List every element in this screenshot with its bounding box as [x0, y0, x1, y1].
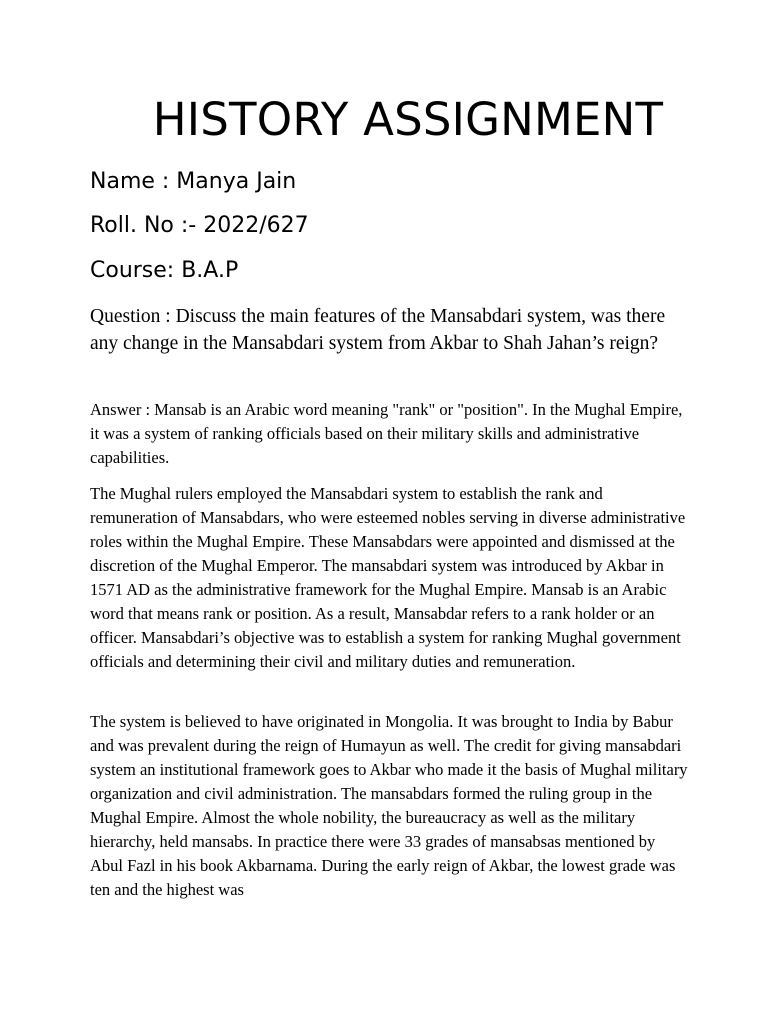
question-text: Question : Discuss the main features of the Mansabdari system, was there any change in the Mansabdari system from Akbar to Shah Jahan’s reign?	[90, 306, 666, 354]
course: Course: B.A.P	[90, 258, 239, 283]
answer-paragraph-1: Answer : Mansab is an Arabic word meaning "rank" or "position". In the Mughal Empire, it was a system of ranking officials based on their military skills and administrative capabilities.	[90, 400, 683, 467]
answer-paragraph-2: The Mughal rulers employed the Mansabdari system to establish the rank and remuneration of Mansabdars, who were esteemed nobles serving in diverse administrative roles within the Mughal Empire. These Mansabdars were appointed and dismissed at the discretion of the Mughal Emperor. The mansabdari system was introduced by Akbar in 1571 AD as the administrative framework for the Mughal Empire. Mansab is an Arabic word that means rank or position. As a result, Mansabdar refers to a rank holder or an officer. Mansabdari’s objective was to establish a system for ranking Mughal government officials and determining their civil and military duties and remuneration.	[90, 484, 686, 671]
document-title: HISTORY ASSIGNMENT	[152, 93, 664, 146]
answer-paragraph-3: The system is believed to have originated in Mongolia. It was brought to India by Babur and was prevalent during the reign of Humayun as well. The credit for giving mansabdari system an institutional framework goes to Akbar who made it the basis of Mughal military organization and civil administration. The mansabdars formed the ruling group in the Mughal Empire. Almost the whole nobility, the bureaucracy as well as the military hierarchy, held mansabs. In practice there were 33 grades of mansabsas mentioned by Abul Fazl in his book Akbarnama. During the early reign of Akbar, the lowest grade was ten and the highest was	[90, 712, 688, 899]
student-name: Name : Manya Jain	[90, 169, 297, 194]
roll-number: Roll. No :- 2022/627	[90, 213, 309, 238]
